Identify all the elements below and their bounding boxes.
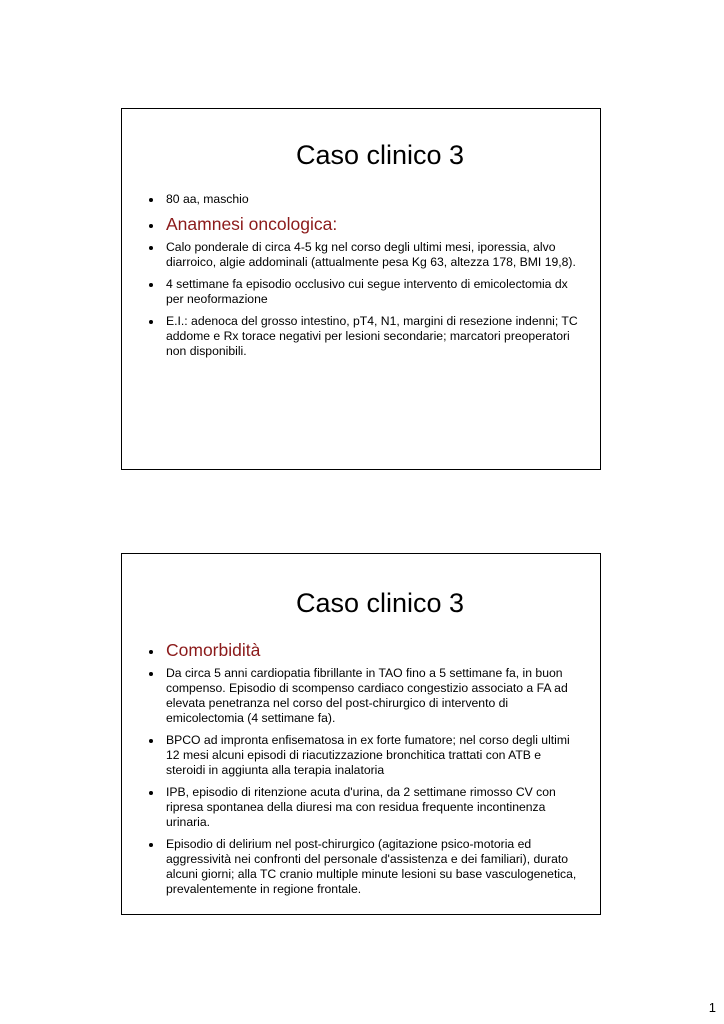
bullet-item bbox=[149, 192, 582, 207]
slide-title: Caso clinico 3 bbox=[295, 140, 465, 170]
bullet-item bbox=[149, 314, 582, 359]
slide-title: Caso clinico 3 bbox=[295, 588, 465, 618]
bullet-text: BPCO ad impronta enfisematosa in ex forte fumatore; nel corso degli ultimi 12 mesi alcuni episodi di riacutizzazione bronchitica trattati con ATB e steroidi in aggiunta alla terapia inalatoria bbox=[166, 733, 570, 777]
bullet-heading bbox=[149, 214, 582, 234]
bullet-item bbox=[149, 733, 582, 778]
bullet-item bbox=[149, 666, 582, 726]
bullet-dot-icon bbox=[149, 739, 153, 743]
bullet-text: 4 settimane fa episodio occlusivo cui segue intervento di emicolectomia dx per neoformazione bbox=[166, 277, 568, 306]
bullet-text: 80 aa, maschio bbox=[166, 192, 249, 206]
bullet-dot-icon bbox=[149, 843, 153, 847]
bullet-dot-icon bbox=[149, 672, 153, 676]
bullet-dot-icon bbox=[149, 650, 153, 654]
bullet-dot-icon bbox=[149, 283, 153, 287]
bullet-dot-icon bbox=[149, 224, 153, 228]
bullet-dot-icon bbox=[149, 791, 153, 795]
slide-2 bbox=[121, 553, 601, 915]
bullet-dot-icon bbox=[149, 246, 153, 250]
bullet-heading-text: Comorbidità bbox=[166, 640, 261, 660]
bullet-text: Calo ponderale di circa 4-5 kg nel corso degli ultimi mesi, iporessia, alvo diarroico, algie addominali (attualmente pesa Kg 63, altezza 178, BMI 19,8). bbox=[166, 240, 576, 269]
bullet-text: E.I.: adenoca del grosso intestino, pT4, N1, margini di resezione indenni; TC addome e Rx torace negativi per lesioni secondarie; marcatori preoperatori non disponibili. bbox=[166, 314, 578, 358]
bullet-heading-text: Anamnesi oncologica: bbox=[166, 214, 338, 234]
bullet-item bbox=[149, 785, 582, 830]
bullet-text: Da circa 5 anni cardiopatia fibrillante in TAO fino a 5 settimane fa, in buon compenso. Episodio di scompenso cardiaco congestizio associato a FA ad elevata penetranza nel corso del post-chirurgico di intervento di emicolectomia (4 settimane fa). bbox=[166, 666, 568, 725]
bullet-item bbox=[149, 837, 582, 897]
bullet-list bbox=[149, 192, 582, 366]
page-number: 1 bbox=[708, 1000, 716, 1015]
bullet-text: IPB, episodio di ritenzione acuta d'urina, da 2 settimane rimosso CV con ripresa spontanea della diuresi ma con residua frequente incontinenza urinaria. bbox=[166, 785, 556, 829]
bullet-item bbox=[149, 277, 582, 307]
bullet-text: Episodio di delirium nel post-chirurgico (agitazione psico-motoria ed aggressività nei confronti del personale d'assistenza e dei familiari), durato alcuni giorni; alla TC cranio multiple minute lesioni su base vasculogenetica, prevalentemente in regione frontale. bbox=[166, 837, 577, 896]
bullet-item bbox=[149, 240, 582, 270]
bullet-dot-icon bbox=[149, 320, 153, 324]
bullet-heading bbox=[149, 640, 582, 660]
bullet-dot-icon bbox=[149, 198, 153, 202]
slide-1 bbox=[121, 108, 601, 470]
bullet-list bbox=[149, 640, 582, 904]
